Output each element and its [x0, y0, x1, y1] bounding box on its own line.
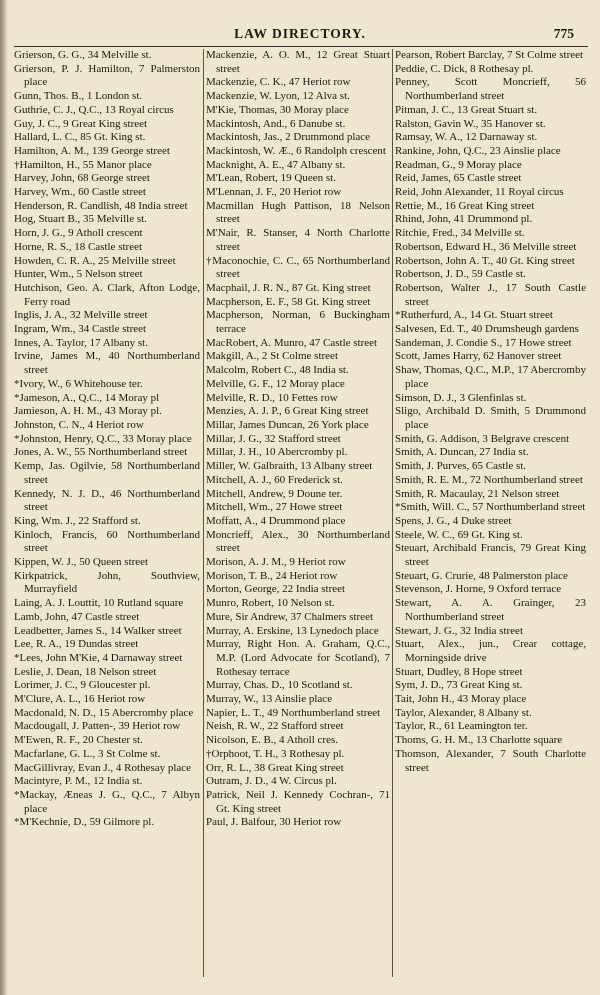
directory-entry: *M'Kechnie, D., 59 Gilmore pl. [14, 816, 155, 829]
directory-entry: Makgill, A., 2 St Colme street [206, 350, 338, 363]
directory-entry: Mackintosh, Jas., 2 Drummond place [206, 131, 371, 144]
directory-entry: M'Lean, Robert, 19 Queen st. [206, 172, 336, 185]
directory-entry: Smith, R. E. M., 72 Northumberland street [395, 473, 583, 486]
directory-entry: Millar, J. G., 32 Stafford street [206, 432, 341, 445]
directory-entry: Inglis, J. A., 32 Melville street [14, 309, 148, 322]
directory-entry: Morison, T. B., 24 Heriot row [206, 569, 338, 582]
directory-entry: Macpherson, E. F., 58 Gt. King street [206, 295, 371, 308]
directory-entry: Pitman, J. C., 13 Great Stuart st. [395, 103, 538, 116]
directory-entry: Mitchell, Andrew, 9 Doune ter. [206, 487, 343, 500]
directory-entry: Outram, J. D., 4 W. Circus pl. [206, 775, 337, 788]
directory-entry: Malcolm, Robert C., 48 India st. [206, 364, 349, 377]
directory-entry: Hog, Stuart B., 35 Melville st. [14, 213, 147, 226]
directory-entry: Murray, W., 13 Ainslie place [206, 693, 333, 706]
directory-entry: Ritchie, Fred., 34 Melville st. [395, 227, 525, 240]
directory-entry: Grierson, G. G., 34 Melville st. [14, 49, 152, 61]
directory-entry: Jones, A. W., 55 Northumberland street [14, 446, 188, 459]
directory-entry: Leadbetter, James S., 14 Walker street [14, 624, 182, 637]
directory-entry: Macknight, A. E., 47 Albany st. [206, 158, 346, 171]
directory-entry: M'Clure, A. L., 16 Heriot row [14, 693, 146, 706]
directory-entry: Readman, G., 9 Moray place [395, 158, 522, 171]
directory-entry: Steele, W. C., 69 Gt. King st. [395, 528, 523, 541]
directory-entry: Lorimer, J. C., 9 Gloucester pl. [14, 679, 151, 692]
directory-entry: †Hamilton, H., 55 Manor place [14, 158, 152, 171]
directory-entry: Jamieson, A. H. M., 43 Moray pl. [14, 405, 162, 418]
directory-column-2 [206, 49, 390, 979]
page-number: 775 [553, 26, 574, 41]
directory-entry: MacRobert, A. Munro, 47 Castle street [206, 336, 378, 349]
directory-entry: Stewart, A. A. Grainger, 23 Northumberland street [395, 597, 586, 623]
directory-entry: Millar, James Duncan, 26 York place [206, 418, 369, 431]
directory-entry: Simson, D. J., 3 Glenfinlas st. [395, 391, 527, 404]
directory-entry: Hallard, L. C., 85 Gt. King st. [14, 131, 146, 144]
directory-entry: Steuart, G. Crurie, 48 Palmerston place [395, 569, 568, 582]
directory-entry: Harvey, John, 68 George street [14, 172, 150, 185]
directory-entry: *Smith, Will. C., 57 Northumberland street [395, 501, 586, 514]
directory-entry: Macmillan Hugh Pattison, 18 Nelson street [206, 199, 390, 226]
directory-entry: Mackenzie, C. K., 47 Heriot row [206, 76, 351, 89]
directory-entry: Millar, J. H., 10 Abercromby pl. [206, 446, 348, 459]
directory-entry: Taylor, R., 61 Leamington ter. [395, 720, 528, 733]
directory-entry: Macphail, J. R. N., 87 Gt. King street [206, 281, 371, 294]
directory-entry: Smith, G. Addison, 3 Belgrave crescent [395, 432, 570, 445]
directory-entry: Orr, R. L., 38 Great King street [206, 761, 344, 774]
directory-entry: Morison, A. J. M., 9 Heriot row [206, 556, 346, 569]
header-rule [14, 46, 588, 47]
directory-entry: Horn, J. G., 9 Atholl crescent [14, 227, 143, 240]
directory-entry: Shaw, Thomas, Q.C., M.P., 17 Abercromby place [395, 364, 586, 390]
directory-entry: Smith, J. Purves, 65 Castle st. [395, 460, 527, 473]
directory-entry: *Mackay, Æneas J. G., Q.C., 7 Albyn place [14, 788, 200, 815]
directory-entry: Melville, G. F., 12 Moray place [206, 377, 345, 390]
directory-entry: Murray, A. Erskine, 13 Lynedoch place [206, 624, 379, 637]
directory-entry: Penney, Scott Moncrieff, 56 Northumberland street [395, 76, 586, 103]
directory-entry: Macpherson, Norman, 6 Buckingham terrace [206, 309, 390, 336]
directory-entry: Kirkpatrick, John, Southview, Murrayfield [14, 569, 200, 596]
directory-entry: M'Kie, Thomas, 30 Moray place [206, 103, 349, 116]
directory-entry: Macdougall, J. Patten-, 39 Heriot row [14, 720, 181, 733]
directory-entry: Howden, C. R. A., 25 Melville street [14, 254, 176, 267]
directory-entry: Sandeman, J. Condie S., 17 Howe street [395, 336, 572, 349]
directory-entry: Macdonald, N. D., 15 Abercromby place [14, 706, 194, 719]
directory-entry: Mackenzie, A. O. M., 12 Great Stuart street [206, 49, 390, 75]
directory-entry: Henderson, R. Candlish, 48 India street [14, 199, 188, 212]
directory-entry: Mackintosh, W. Æ., 6 Randolph crescent [206, 144, 386, 157]
directory-entry: Patrick, Neil J. Kennedy Cochran-, 71 Gt. King street [206, 788, 390, 815]
page-gutter-shadow [0, 0, 8, 995]
directory-entry: Leslie, J. Dean, 18 Nelson street [14, 665, 157, 678]
directory-entry: Lamb, John, 47 Castle street [14, 610, 140, 623]
directory-entry: Mitchell, Wm., 27 Howe street [206, 501, 343, 514]
directory-entry: Macintyre, P. M., 12 India st. [14, 775, 143, 788]
directory-entry: Stuart, Alex., jun., Crear cottage, Morningside drive [395, 638, 586, 664]
directory-entry: Spens, J. G., 4 Duke street [395, 514, 512, 527]
directory-entry: Guy, J. C., 9 Great King street [14, 117, 148, 130]
directory-entry: *Lees, John M'Kie, 4 Darnaway street [14, 651, 183, 664]
directory-entry: Grierson, P. J. Hamilton, 7 Palmerston place [14, 62, 200, 89]
directory-entry: *Johnston, Henry, Q.C., 33 Moray place [14, 432, 192, 445]
directory-entry: Hutchison, Geo. A. Clark, Afton Lodge, Ferry road [14, 281, 200, 308]
directory-entry: Kippen, W. J., 50 Queen street [14, 556, 149, 569]
directory-entry: Guthrie, C. J., Q.C., 13 Royal circus [14, 103, 174, 116]
directory-entry: Robertson, J. D., 59 Castle st. [395, 268, 526, 281]
directory-entry: Pearson, Robert Barclay, 7 St Colme street [395, 49, 584, 61]
directory-entry: Sym, J. D., 73 Great King st. [395, 679, 523, 692]
directory-entry: Moffatt, A., 4 Drummond place [206, 514, 346, 527]
directory-entry: Murray, Right Hon. A. Graham, Q.C., M.P. (Lord Advocate for Scotland), 7 Rothesay terrace [206, 638, 390, 678]
directory-entry: Stuart, Dudley, 8 Hope street [395, 665, 523, 678]
directory-entry: Nicolson, E. B., 4 Atholl cres. [206, 734, 338, 747]
directory-entry: Tait, John H., 43 Moray place [395, 693, 527, 706]
directory-entry: Lee, R. A., 19 Dundas street [14, 638, 139, 651]
directory-entry: Stevenson, J. Horne, 9 Oxford terrace [395, 583, 562, 596]
directory-entry: Reid, James, 65 Castle street [395, 172, 522, 185]
directory-entry: Ramsay, W. A., 12 Darnaway st. [395, 131, 538, 144]
directory-entry: Laing, A. J. Louttit, 10 Rutland square [14, 597, 184, 610]
directory-entry: Taylor, Alexander, 8 Albany st. [395, 706, 532, 719]
directory-entry: Johnston, C. N., 4 Heriot row [14, 418, 144, 431]
directory-entry: Murray, Chas. D., 10 Scotland st. [206, 679, 353, 692]
directory-entry: Melville, R. D., 10 Fettes row [206, 391, 338, 404]
directory-entry: Miller, W. Galbraith, 13 Albany street [206, 460, 373, 473]
directory-entry: Mackintosh, And., 6 Danube st. [206, 117, 346, 130]
directory-entry: Reid, John Alexander, 11 Royal circus [395, 186, 564, 199]
directory-entry: Macfarlane, G. L., 3 St Colme st. [14, 747, 161, 760]
directory-entry: †Orphoot, T. H., 3 Rothesay pl. [206, 747, 345, 760]
directory-entry: Neish, R. W., 22 Stafford street [206, 720, 344, 733]
directory-entry: Napier, L. T., 49 Northumberland street [206, 706, 381, 719]
directory-entry: Salvesen, Ed. T., 40 Drumsheugh gardens [395, 323, 579, 336]
directory-entry: Rankine, John, Q.C., 23 Ainslie place [395, 144, 561, 157]
directory-entry: Kennedy, N. J. D., 46 Northumberland street [14, 487, 200, 514]
directory-entry: Horne, R. S., 18 Castle street [14, 240, 143, 253]
directory-entry: Hunter, Wm., 5 Nelson street [14, 268, 143, 281]
directory-entry: Rettie, M., 16 Great King street [395, 199, 535, 212]
directory-entry: Mackenzie, W. Lyon, 12 Alva st. [206, 90, 350, 103]
directory-entry: *Rutherfurd, A., 14 Gt. Stuart street [395, 309, 553, 322]
directory-entry: Ralston, Gavin W., 35 Hanover st. [395, 117, 546, 130]
directory-entry: Kemp, Jas. Ogilvie, 58 Northumberland street [14, 460, 200, 486]
directory-entry: Smith, A. Duncan, 27 India st. [395, 446, 529, 459]
directory-entry: M'Ewen, R. F., 20 Chester st. [14, 734, 143, 747]
directory-entry: Gunn, Thos. B., 1 London st. [14, 90, 143, 103]
directory-entry: Smith, R. Macaulay, 21 Nelson street [395, 487, 560, 500]
directory-entry: Scott, James Harry, 62 Hanover street [395, 350, 562, 363]
directory-entry: Moncrieff, Alex., 30 Northumberland street [206, 528, 390, 555]
page-header [14, 26, 586, 44]
directory-entry: Thomson, Alexander, 7 South Charlotte street [395, 747, 586, 774]
directory-entry: Peddie, C. Dick, 8 Rothesay pl. [395, 62, 534, 75]
directory-column-1 [14, 49, 200, 979]
running-title: LAW DIRECTORY. [234, 26, 366, 41]
directory-entry: Ingram, Wm., 34 Castle street [14, 323, 147, 336]
directory-entry: Mure, Sir Andrew, 37 Chalmers street [206, 610, 374, 623]
directory-entry: Paul, J. Balfour, 30 Heriot row [206, 816, 342, 829]
directory-entry: M'Lennan, J. F., 20 Heriot row [206, 186, 342, 199]
directory-entry: Harvey, Wm., 60 Castle street [14, 186, 146, 199]
directory-entry: Robertson, Walter J., 17 South Castle street [395, 281, 586, 308]
directory-entry: Sligo, Archibald D. Smith, 5 Drummond place [395, 405, 586, 431]
directory-entry: Irvine, James M., 40 Northumberland street [14, 350, 200, 377]
directory-entry: Menzies, A. J. P., 6 Great King street [206, 405, 369, 418]
directory-entry: †Maconochie, C. C., 65 Northumberland street [206, 254, 390, 281]
directory-entry: Thoms, G. H. M., 13 Charlotte square [395, 734, 563, 747]
directory-entry: Mitchell, A. J., 60 Frederick st. [206, 473, 343, 486]
directory-entry: Robertson, John A. T., 40 Gt. King street [395, 254, 575, 267]
directory-entry: Innes, A. Taylor, 17 Albany st. [14, 336, 148, 349]
directory-entry: Morton, George, 22 India street [206, 583, 346, 596]
directory-column-3 [395, 49, 586, 979]
directory-entry: Kinloch, Francis, 60 Northumberland street [14, 528, 200, 555]
directory-entry: MacGillivray, Evan J., 4 Rothesay place [14, 761, 192, 774]
directory-entry: Rhind, John, 41 Drummond pl. [395, 213, 533, 226]
directory-entry: *Ivory, W., 6 Whitehouse ter. [14, 377, 143, 390]
directory-columns [14, 49, 588, 979]
directory-entry: Steuart, Archibald Francis, 79 Great King street [395, 542, 586, 569]
directory-entry: *Jameson, A., Q.C., 14 Moray pl [14, 391, 160, 404]
directory-entry: Hamilton, A. M., 139 George street [14, 144, 170, 157]
directory-entry: Robertson, Edward H., 36 Melville street [395, 240, 577, 253]
directory-entry: M'Nair, R. Stanser, 4 North Charlotte street [206, 227, 390, 253]
directory-entry: Stewart, J. G., 32 India street [395, 624, 523, 637]
directory-entry: Munro, Robert, 10 Nelson st. [206, 597, 335, 610]
directory-entry: King, Wm. J., 22 Stafford st. [14, 514, 141, 527]
